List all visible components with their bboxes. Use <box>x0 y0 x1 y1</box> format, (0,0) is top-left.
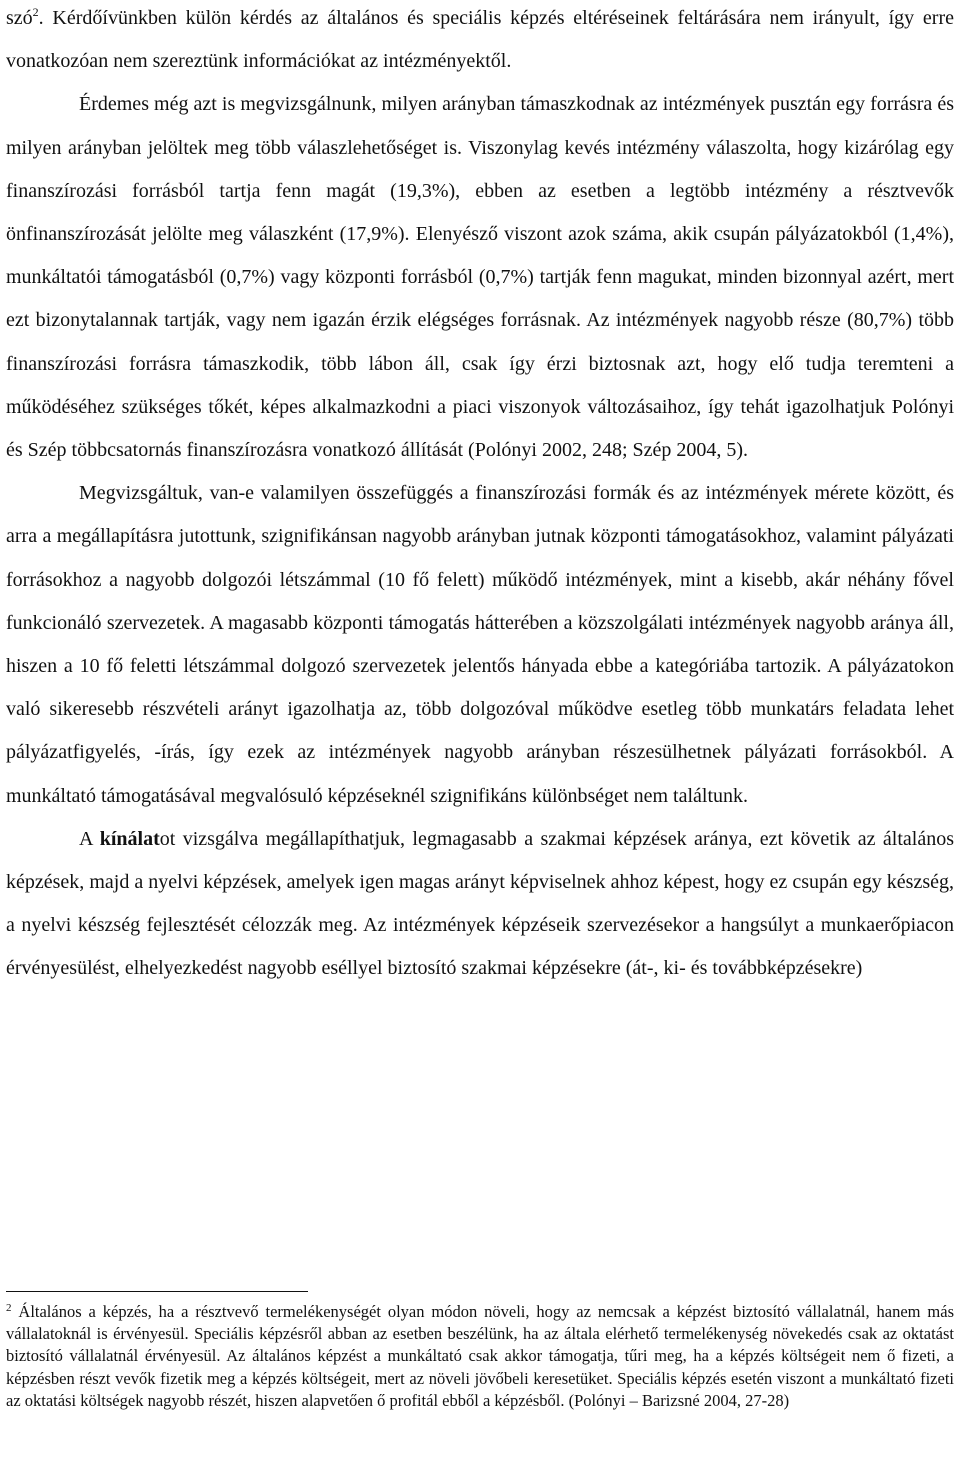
footnote-text: Általános a képzés, ha a résztvevő termelékenységét olyan módon növeli, hogy az nemcsak a képzést biztosító vállalatnál, hanem más vállalatoknál is érvényesül. Speciális képzésről abban az esetben beszélünk, ha az általa elérhető termelékenység növekedés csak az oktatást biztosító vállalatnál érvényesül. Az általános képzést a munkáltató csak akkor támogatja, tűri meg, ha a képzés költségeit nem ő fizeti, a képzésben részt vevők fizetik meg a képzés költségeit, mert az növeli jövőbeli keresetüket. Speciális képzés esetén viszont a munkáltató fizeti az oktatási költségek nagyobb részét, hiszen alapvetően ő profitál ebből a képzésből. (Polónyi – Barizsné 2004, 27-28) <box>6 1302 954 1410</box>
body-text <box>6 0 954 991</box>
paragraph-1-text: . Kérdőívünkben külön kérdés az általános és speciális képzés eltéréseinek feltárására nem irányult, így erre vonatkozóan nem szereztünk információkat az intézményektől. <box>6 7 954 73</box>
footnote-divider <box>6 1291 308 1292</box>
paragraph-4 <box>6 818 954 991</box>
paragraph-3: Megvizsgáltuk, van-e valamilyen összefüggés a finanszírozási formák és az intézmények mérete között, és arra a megállapításra jutottunk, szignifikánsan nagyobb arányban jutnak központi támogatásokhoz, valamint pályázati forrásokhoz a nagyobb dolgozói létszámmal (10 fő felett) működő intézmények, mint a kisebb, akár néhány fővel funkcionáló szervezetek. A magasabb központi támogatás hátterében a közszolgálati intézmények nagyobb aránya áll, hiszen a 10 fő feletti létszámmal dolgozó szervezetek jelentős hányada ebbe a kategóriába tartozik. A pályázatokon való sikeresebb részvételi arányt igazolhatja az, több dolgozóval működve esetleg több munkatárs feladata lehet pályázatfigyelés, -írás, így ezek az intézmények nagyobb arányban részesülhetnek pályázati forrásokból. A munkáltató támogatásával megvalósuló képzéseknél szignifikáns különbséget nem találtunk. <box>6 482 954 807</box>
paragraph-2: Érdemes még azt is megvizsgálnunk, milyen arányban támaszkodnak az intézmények pusztán egy forrásra és milyen arányban jelöltek meg több válaszlehetőséget is. Viszonylag kevés intézmény válaszolta, hogy kizárólag egy finanszírozási forrásból tartja fenn magát (19,3%), ebben az esetben a legtöbb intézmény a résztvevők önfinanszírozását jelölte meg válaszként (17,9%). Elenyésző viszont azok száma, akik csupán pályázatokból (1,4%), munkáltatói támogatásból (0,7%) vagy központi forrásból (0,7%) tartják fenn magukat, minden bizonnyal azért, mert ezt bizonytalannak tartják, vagy nem igazán érzik elégséges forrásnak. Az intézmények nagyobb része (80,7%) több finanszírozási forrásra támaszkodik, több lábon áll, csak így érzi biztosnak azt, hogy elő tudja teremteni a működéséhez szükséges tőkét, képes alkalmazkodni a piaci viszonyok változásaihoz, így tehát igazolhatjuk Polónyi és Szép többcsatornás finanszírozásra vonatkozó állítását (Polónyi 2002, 248; Szép 2004, 5). <box>6 93 954 462</box>
paragraph-1 <box>6 0 954 83</box>
paragraph-1-lead: szó <box>6 7 33 29</box>
document-page <box>6 0 954 991</box>
paragraph-4-lead: A <box>79 827 100 850</box>
footnote-marker: 2 <box>6 1302 12 1314</box>
bold-term: kínálat <box>99 827 160 850</box>
footnote <box>6 1301 954 1412</box>
paragraph-4-text: ot vizsgálva megállapíthatjuk, legmagasabb a szakmai képzések aránya, ezt követik az általános képzések, majd a nyelvi képzések, amelyek igen magas arányt képviselnek ahhoz képest, hogy ez csupán egy készség, a nyelvi készség fejlesztését célozzák meg. Az intézmények képzéseik szervezésekor a hangsúlyt a munkaerőpiacon érvényesülést, elhelyezkedést nagyobb eséllyel biztosító szakmai képzésekre (át-, ki- és továbbképzésekre) <box>6 827 954 980</box>
footnote-reference: 2 <box>32 5 39 19</box>
